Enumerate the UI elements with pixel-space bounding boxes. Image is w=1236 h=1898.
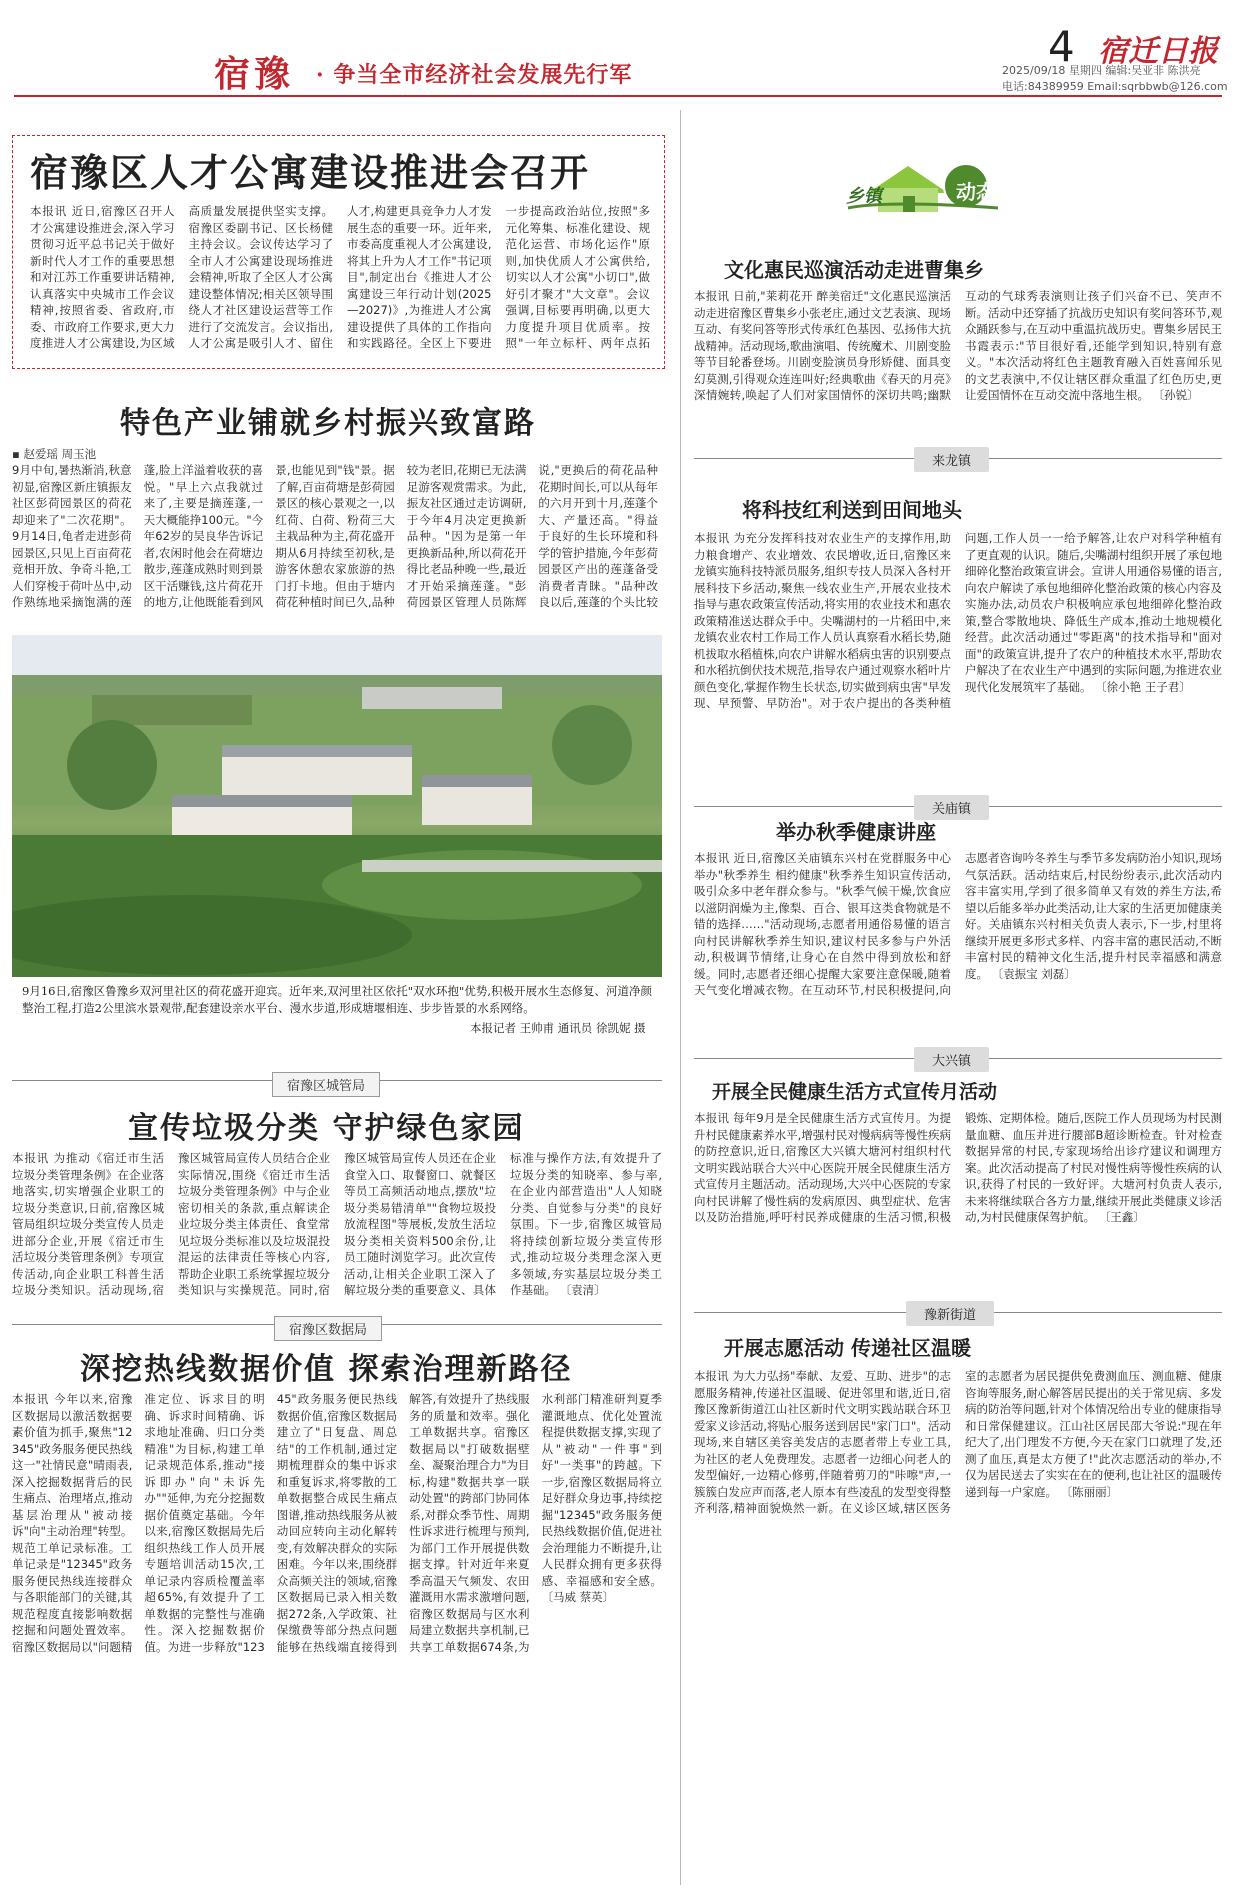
laiong-tag: 来龙镇 [914,447,989,472]
tech-headline: 将科技红利送到田间地头 [742,498,962,522]
culture-body [694,288,1222,424]
hotline-headline: 深挖热线数据价值 探索治理新路径 [80,1352,573,1387]
culture-headline: 文化惠民巡演活动走进曹集乡 [724,258,984,282]
masthead-slogan: · 争当全市经济社会发展先行军 [316,62,633,88]
volunteer-body [694,1368,1222,1884]
volunteer-byline: 〔陈丽丽〕 [1060,1484,1119,1499]
lead-headline: 宿豫区人才公寓建设推进会召开 [30,150,591,195]
daxing-tag: 大兴镇 [914,1047,989,1072]
lead-body [30,203,650,353]
health-lecture-byline: 〔袁振宝 刘磊〕 [991,966,1076,981]
health-lecture-body [694,850,1222,1028]
tech-body-text: 本报讯 为充分发挥科技对农业生产的支撑作用,助力粮食增产、农业增效、农民增收,近日,宿豫区来龙镇实施科技特派员服务,组织专技人员深入各村开展科技下乡活动,聚焦一线农业生产,开展农业技术指导与惠农政策宣传活动,将实用的农业技术和惠农政策精准送达群众手中。尖嘴湖村的一片稻田中,来龙镇农业农村工作局工作人员认真察看水稻长势,随机拔取水稻植株,向农户讲解水稻病虫害的识别要点和水稻抗倒伏技术规范,指导农户通过观察水稻叶片颜色变化,掌握作物生长状态,切实做到病虫害"早发现、早预警、早防治"。对于农户提出的各类种植问题,工作人员一一给予解答,让农户对科学种植有了更直观的认识。随后,尖嘴湖村组织开展了承包地细碎化整治政策宣讲会。宣讲人用通俗易懂的语言,向农户解读了承包地细碎化整治政策的核心内容及实施办法,动员农户积极响应承包地细碎化整治政策,整合零散地块、降低生产成本,推动土地规模化经营。此次活动通过"零距离"的技术指导和"面对面"的政策宣讲,提升了农户的种植技术水平,帮助农户解决了在农业生产中遇到的实际问题,为推进农业现代化发展筑牢了基础。 [694,531,1222,710]
banner-text-1: 乡镇 [846,186,882,207]
culture-byline: 〔孙锐〕 [1152,388,1199,402]
tech-body [694,530,1222,776]
photo-credit: 本报记者 王帅甫 通讯员 徐凯妮 摄 [470,1021,646,1035]
photo-illustration [12,635,662,977]
garbage-body-text: 本报讯 为推动《宿迁市生活垃圾分类管理条例》在企业落地落实,切实增强企业职工的垃圾分类意识,日前,宿豫区城管局组织垃圾分类宣传人员走进部分企业,开展《宿迁市生活垃圾分类管理条例》专项宣传活动,向企业职工科普生活垃圾分类知识。活动现场,宿豫区城管局宣传人员结合企业实际情况,围绕《宿迁市生活垃圾分类管理条例》中与企业密切相关的条款,重点解读企业垃圾分类主体责任、食堂常见垃圾分类标准以及垃圾混投混运的法律责任等核心内容,帮助企业职工系统掌握垃圾分类知识与实操规范。同时,宿豫区城管局宣传人员还在企业食堂入口、取餐窗口、就餐区等员工高频活动地点,摆放"垃圾分类易错清单""食物垃圾投放流程图"等展板,发放生活垃圾分类相关资料500余份,让员工随时浏览学习。此次宣传活动,让相关企业职工深入了解垃圾分类的重要意义、具体标准与操作方法,有效提升了垃圾分类的知晓率、参与率,在企业内部营造出"人人知晓分类、自觉参与分类"的良好氛围。下一步,宿豫区城管局将持续创新垃圾分类宣传形式,推动垃圾分类理念深入更多领域,夯实基层垃圾分类工作基础。 [12,1151,662,1297]
wellness-month-body-text: 本报讯 每年9月是全民健康生活方式宣传月。为提升村民健康素养水平,增强村民对慢病病等慢性疾病的防控意识,近日,宿豫区大兴镇大塘河村组织村代文明实践站联合大兴中心医院开展全民健康生活方式宣传月主题活动。活动现场,大兴中心医院的专家向村民讲解了慢性病的发病原因、典型症状、危害以及防治措施,呼吁村民养成健康的生活习惯,积极锻炼、定期体检。随后,医院工作人员现场为村民测量血糖、血压并进行腰部B超诊断检查。针对检查数据异常的村民,专家现场给出诊疗建议和调理方案。此次活动提高了村民对慢性病等慢性疾病的认识,获得了村民的一致好评。大塘河村负责人表示,未来将继续联合各方力量,继续开展此类健康义诊活动,为村民健康保驾护航。 [694,1111,1222,1224]
lead-body-text: 本报讯 近日,宿豫区召开人才公寓建设推进会,深入学习贯彻习近平总书记关于做好新时代人才工作的重要思想和对江苏工作重要讲话精神,认真落实中央城市工作会议精神,按照省委、省政府,市委、市政府工作要求,更大力度推进人才公寓建设,为区域高质量发展提供坚实支撑。宿豫区委副书记、区长杨健主持会议。会议传达学习了全市人才公寓建设现场推进会精神,听取了全区人才公寓建设整体情况;相关区领导围绕人才社区建设运营等工作进行了交流发言。会议指出,人才公寓是吸引人才、留住人才,构建更具竞争力人才发展生态的重要一环。近年来,市委高度重视人才公寓建设,将其上升为人才工作"书记项目",制定出台《推进人才公寓建设三年行动计划(2025—2027)》,为推进人才公寓建设提供了具体的工作指向和实践路径。全区上下要进一步提高政治站位,按照"多元化筹集、标准化建设、规范化运营、市场化运作"原则,加快优质人才公寓供给,切实以人才公寓"小切口",做好引才聚才"大文章"。会议强调,目标要再明确,以更大力度提升项目优质率。按照"一年立标杆、两年点拓 [30,204,650,350]
page-number: 4 [1048,22,1075,71]
wellness-month-byline: 〔王鑫〕 [1098,1210,1145,1224]
hotline-body [12,1391,662,1883]
hotline-body-text: 本报讯 今年以来,宿豫区数据局以激活数据要素价值为抓手,聚焦"12345"政务服务便民热线这一"社情民意"晴雨表,深入挖掘数据背后的民生痛点、治理堵点,推动基层治理从"被动接诉"向"主动治理"转型。规范工单记录标准。工单记录是"12345"政务服务便民热线连接群众与各职能部门的关键,其规范程度直接影响数据挖掘和问题处置效率。宿豫区数据局以"问题精准定位、诉求目的明确、诉求时间精确、诉求地址准确、归口分类精准"为目标,构建工单记录规范体系,推动"接诉即办"向"未诉先办""延伸,为充分挖掘数据价值奠定基础。今年以来,宿豫区数据局先后组织热线工作人员开展专题培训活动15次,工单记录内容质检覆盖率超65%,有效提升了工单数据的完整性与准确性。深入挖掘数据价值。为进一步释放"12345"政务服务便民热线数据价值,宿豫区数据局建立了"日复盘、周总结"的工作机制,通过定期梳理群众的集中诉求和重复诉求,将零散的工单数据整合成民生痛点图谱,推动热线服务从被动回应转向主动化解转变,有效解决群众的实际困难。今年以来,围绕群众高频关注的领域,宿豫区数据局已录入相关数据272条,入学政策、社保缴费等部分热点问题能够在热线端直接得到解答,有效提升了热线服务的质量和效率。强化工单数据共享。宿豫区数据局以"打破数据壁垒、凝聚治理合力"为目标,构建"数据共享一联动处置"的跨部门协同体系,对群众季节性、周期性诉求进行梳理与预判,为部门工作开展提供数据支撑。针对近年来夏季高温天气频发、农田灌溉用水需求激增问题,宿豫区数据局与区水利局建立数据共享机制,已共享工单数据674条,为水利部门精准研判夏季灌溉地点、优化处置流程提供数据支撑,实现了从"被动"一件事"到好"一类事"的跨越。下一步,宿豫区数据局将立足好群众身边事,持续挖掘"12345"政务服务便民热线数据价值,促进社会治理能力不断提升,让人民群众拥有更多获得感、幸福感和安全感。 [12,1392,662,1654]
paper-logo: 宿迁日报 [1098,34,1218,69]
hotline-dept-tag: 宿豫区数据局 [274,1316,382,1341]
banner-text-2: 动态 [956,180,996,204]
lotus-village-photo [12,635,662,977]
garbage-headline: 宣传垃圾分类 守护绿色家园 [128,1111,525,1146]
masthead-rule [14,95,1222,97]
column-separator [680,110,681,1885]
contact-line: 电话:84389959 Email:sqrbbwb@126.com [1002,80,1228,93]
feature-headline: 特色产业铺就乡村振兴致富路 [120,406,536,441]
garbage-dept-tag: 宿豫区城管局 [272,1072,380,1097]
health-lecture-body-text: 本报讯 近日,宿豫区关庙镇东兴村在党群服务中心举办"秋季养生 相约健康"秋季养生知识宣传活动,吸引众多中老年群众参与。"秋季气候干燥,饮食应以滋阴润燥为主,像梨、百合、银耳这类食物就是不错的选择……"活动现场,志愿者用通俗易懂的语言向村民讲解秋季养生知识,建议村民多参与户外活动,积极调节情绪,让身心在自然中得到放松和舒缓。同时,志愿者还细心提醒大家要注意保暖,随着天气变化增减衣物。在互动环节,村民积极提问,向志愿者咨询吟冬养生与季节多发病防治小知识,现场气氛活跃。活动结束后,村民纷纷表示,此次活动内容丰富实用,学到了很多简单又有效的养生方法,希望以后能多举办此类活动,让大家的生活更加健康美好。关庙镇东兴村相关负责人表示,下一步,村里将继续开展更多形式多样、内容丰富的惠民活动,不断丰富村民的精神文化生活,提升村民幸福感和满意度。 [694,851,1222,997]
yuxin-tag: 豫新街道 [906,1301,994,1326]
volunteer-body-text: 本报讯 为大力弘扬"奉献、友爱、互助、进步"的志愿服务精神,传递社区温暖、促进邻里和谐,近日,宿豫区豫新街道江山社区新时代文明实践站联合环卫爱家义诊活动,将贴心服务送到居民"家门口"。活动现场,来自辖区美容美发店的志愿者带上专业工具,为社区的老人免费理发。志愿者一边细心问老人的发型偏好,一边精心修剪,伴随着剪刀的"咔嚓"声,一簇簇白发应声而落,老人原本有些凌乱的发型变得整齐利落,精神面貌焕然一新。在义诊区域,辖区医务室的志愿者为居民提供免费测血压、测血糖、健康咨询等服务,耐心解答居民提出的关于常见病、多发病的防治等问题,针对个体情况给出专业的健康指导和日常保健建议。江山社区居民邵大爷说:"现在年纪大了,出门理发不方便,今天在家门口就理了发,还测了血压,真是太方便了!"此次志愿活动的举办,不仅为居民送去了实实在在的便利,也让社区的温暖传递到每一户家庭。 [694,1369,1222,1515]
masthead-brand: 宿豫 [214,53,295,95]
date-line: 2025/09/18 星期四 编辑:吴亚非 陈洪亮 [1002,64,1201,77]
feature-byline-text: 赵爱瑶 周玉池 [23,447,97,461]
culture-body-text: 本报讯 日前,"莱莉花开 醉美宿迁"文化惠民巡演活动走进宿豫区曹集乡小张老庄,通过文艺表演、现场互动、有奖问答等形式传承红色基因、弘扬伟大抗战精神。活动现场,歌曲演唱、传统魔术、川剧变脸等节目轮番登场。川剧变脸演员身形矫健、面具变幻莫测,引得观众连连叫好;经典歌曲《春天的月亮》深情婉转,唤起了人们对家国情怀的深切共鸣;幽默互动的气球秀表演则让孩子们兴奋不已、笑声不断。活动中还穿插了抗战历史知识有奖问答环节,观众踊跃参与,在互动中重温抗战历史。曹集乡居民王书霞表示:"节目很好看,还能学到知识,特别有意义。"本次活动将红色主题教育融入百姓喜闻乐见的文艺表演中,不仅让辖区群众重温了红色历史,更让爱国情怀在互动交流中落地生根。 [694,289,1222,402]
garbage-byline: 〔袁清〕 [559,1283,606,1297]
guanmiao-tag: 关庙镇 [914,795,989,820]
feature-byline: ▪ 赵爱瑶 周玉池 [12,447,97,461]
tech-byline: 〔徐小艳 王子君〕 [1095,679,1191,694]
hotline-byline: 〔马威 蔡英〕 [541,1590,615,1604]
health-lecture-headline: 举办秋季健康讲座 [776,820,936,844]
wellness-month-body [694,1110,1222,1278]
photo-caption: 9月16日,宿豫区鲁豫乡双河里社区的荷花盛开迎宾。近年来,双河里社区依托"双水环抱"优势,积极开展水生态修复、河道净颜整治工程,打造2公里滨水景观带,配套建设亲水平台、漫水步道,形成塘堰相连、步步皆景的水系网络。 [22,984,652,1015]
feature-body: 9月中旬,暑热渐消,秋意初显,宿豫区新庄镇振友社区彭荷园景区的荷花却迎来了"二次花期"。9月14日,龟者走进彭荷园景区,只见上百亩荷花竞相开放、争奇斗艳,工人们穿梭于荷叶丛中,动作熟练地采摘饱满的莲蓬,脸上洋溢着收获的喜悦。"早上六点我就过来了,主要是摘莲蓬,一天大概能挣100元。"今年62岁的吴良华告诉记者,农闲时他会在荷塘边散步,莲蓬成熟时则到景区干活赚钱,这片荷花开的地方,让他既能看到风景,也能见到"钱"景。据了解,百亩荷塘是彭荷园景区的核心景观之一,以红荷、白荷、粉荷三大主栽品种为主,荷花盛开期从6月持续至初秋,是游客休憩农家旅游的热门打卡地。但由于塘内荷花种植时间已久,品种较为老旧,花期已无法满足游客观赏需求。为此,振友社区通过走访调研,于今年4月决定更换新品种。"因为是第一年更换新品种,所以荷花开得比老品种晚一些,最近才开始采摘莲蓬。"彭荷园景区管理人员陈辉说,"更换后的荷花品种花期时间长,可以从每年的六月开到十月,莲蓬个大、产量还高。"得益于良好的生长环境和科学的管护措施,今年彭荷园景区产出的莲蓬备受消费者青睐。"品种改良以后,莲蓬的个头比较 [12,463,658,609]
garbage-body [12,1150,662,1302]
volunteer-headline: 开展志愿活动 传递社区温暖 [724,1336,971,1360]
wellness-month-headline: 开展全民健康生活方式宣传月活动 [712,1081,998,1103]
